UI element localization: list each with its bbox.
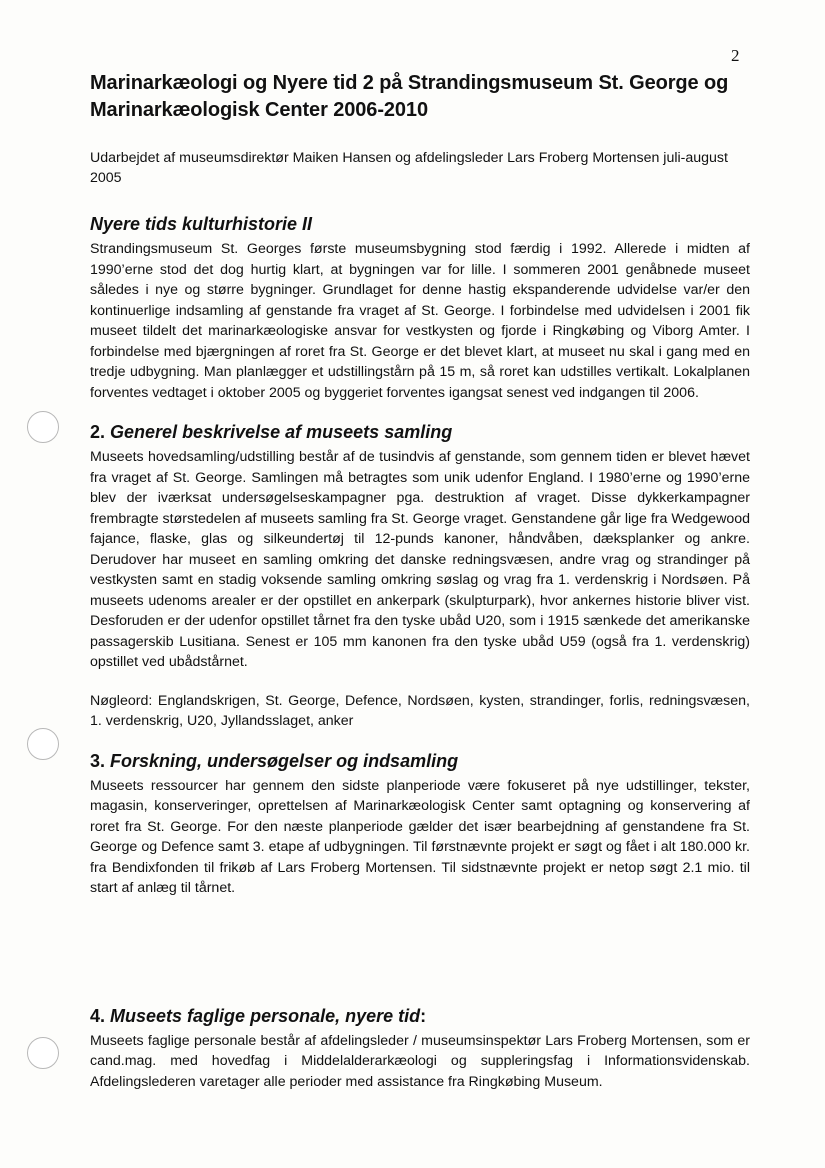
document-body bbox=[90, 70, 750, 1110]
section-nyere-tids-kulturhistorie bbox=[90, 213, 750, 403]
section-heading bbox=[90, 213, 750, 235]
section-heading bbox=[90, 750, 750, 772]
section-heading bbox=[90, 1005, 750, 1027]
section-paragraph: Museets hovedsamling/udstilling består af de tusindvis af genstande, som gennem tiden er blevet hævet fra vraget af St. George. Samlingen må betragtes som unik udenfor England. I 1980’erne og 1990’erne blev der iværksat undersøgelseskampagner pga. destruktion af vraget. Disse dykkerkampagner frembragte størstedelen af museets samling fra St. George vraget. Genstandene går lige fra Wedgewood fajance, flaske, glas og silkeundertøj til 12-punds kanoner, håndvåben, dæksplanker og ankre. Derudover har museet en samling omkring det danske redningsvæsen, andre vrag og strandinger på vestkysten samt en stadig voksende samling omkring søslag og vrag fra 1. verdenskrig i Nordsøen. På museets udenoms arealer er der opstillet en ankerpark (skulpturpark), hvor ankernes historie bliver vist. Desforuden er der udenfor opstillet tårnet fra den tyske ubåd U20, som i 1915 sænkede det amerikanske passagerskib Lusitiana. Senest er 105 mm kanonen fra den tyske ubåd U59 (også fra 1. verdenskrig) opstillet ved ubådstårnet. bbox=[90, 449, 750, 670]
section-number: 3. bbox=[90, 750, 106, 771]
punch-hole-mark bbox=[27, 411, 59, 443]
section-heading-text: Nyere tids kulturhistorie II bbox=[90, 214, 313, 234]
section-paragraph: Museets faglige personale består af afdelingsleder / museumsinspektør Lars Froberg Mortensen, som er cand.mag. med hovedfag i Middelalderarkæologi og suppleringsfag i Informationsvidenskab. Afdelingslederen varetager alle perioder med assistance fra Ringkøbing Museum. bbox=[90, 1032, 750, 1090]
section-heading bbox=[90, 421, 750, 443]
section-paragraph: Museets ressourcer har gennem den sidste planperiode være fokuseret på nye udstillinger, tekster, magasin, konserveringer, oprettelsen af Marinarkæologisk Center samt optagning og konservering af roret fra St. George. For den næste planperiode gælder det især bearbejdning af genstandene fra St. George og Defence samt 3. etape af udbygningen. Til førstnævnte projekt er søgt og fået i alt 180.000 kr. fra Bendixfonden til frikøb af Lars Froberg Mortensen. Til sidstnævnte projekt er netop søgt 2.1 mio. til start af anlæg til tårnet. bbox=[90, 777, 750, 896]
section-number: 2. bbox=[90, 422, 106, 442]
page-number: 2 bbox=[731, 46, 740, 65]
punch-hole-mark bbox=[27, 1037, 59, 1069]
section-faglige-personale bbox=[90, 1005, 750, 1093]
keywords-paragraph: Nøgleord: Englandskrigen, St. George, Defence, Nordsøen, kysten, strandinger, forlis, redningsvæsen, 1. verdenskrig, U20, Jyllandsslaget, anker bbox=[90, 692, 750, 729]
document-title: Marinarkæologi og Nyere tid 2 på Strandingsmuseum St. George og Marinarkæologisk Center 2006-2010 bbox=[90, 72, 729, 121]
section-heading-suffix: : bbox=[420, 1005, 427, 1026]
section-heading-text: Generel beskrivelse af museets samling bbox=[110, 422, 453, 442]
authors-line: Udarbejdet af museumsdirektør Maiken Hansen og afdelingsleder Lars Froberg Mortensen juli-august 2005 bbox=[90, 150, 728, 186]
section-number: 4. bbox=[90, 1005, 106, 1026]
section-paragraph: Strandingsmuseum St. Georges første museumsbygning stod færdig i 1992. Allerede i midten af 1990’erne stod det dog hurtig klart, at bygningen var for lille. I sommeren 2001 genåbnede museet således i nye og større bygninger. Grundlaget for denne hastig ekspanderende udvidelse var/er den kontinuerlige indsamling af genstande fra vraget af St. George. I forbindelse med udvidelsen i 2001 fik museet tildelt det marinarkæologiske ansvar for vestkysten og fjorde i Ringkøbing og Viborg Amter. I forbindelse med bjærgningen af roret fra St. George er det blevet klart, at museet nu skal i gang med en tredje udbygning. Man planlægger et udstillingstårn på 15 m, så roret kan udstilles vertikalt. Lokalplanen forventes vedtaget i oktober 2005 og byggeriet forventes igangsat senest ved indgangen til 2006. bbox=[90, 241, 750, 401]
section-heading-text: Forskning, undersøgelser og indsamling bbox=[110, 750, 459, 771]
section-generel-beskrivelse bbox=[90, 421, 750, 732]
section-forskning bbox=[90, 750, 750, 899]
section-heading-text: Museets faglige personale, nyere tid bbox=[110, 1005, 421, 1026]
punch-hole-mark bbox=[27, 728, 59, 760]
